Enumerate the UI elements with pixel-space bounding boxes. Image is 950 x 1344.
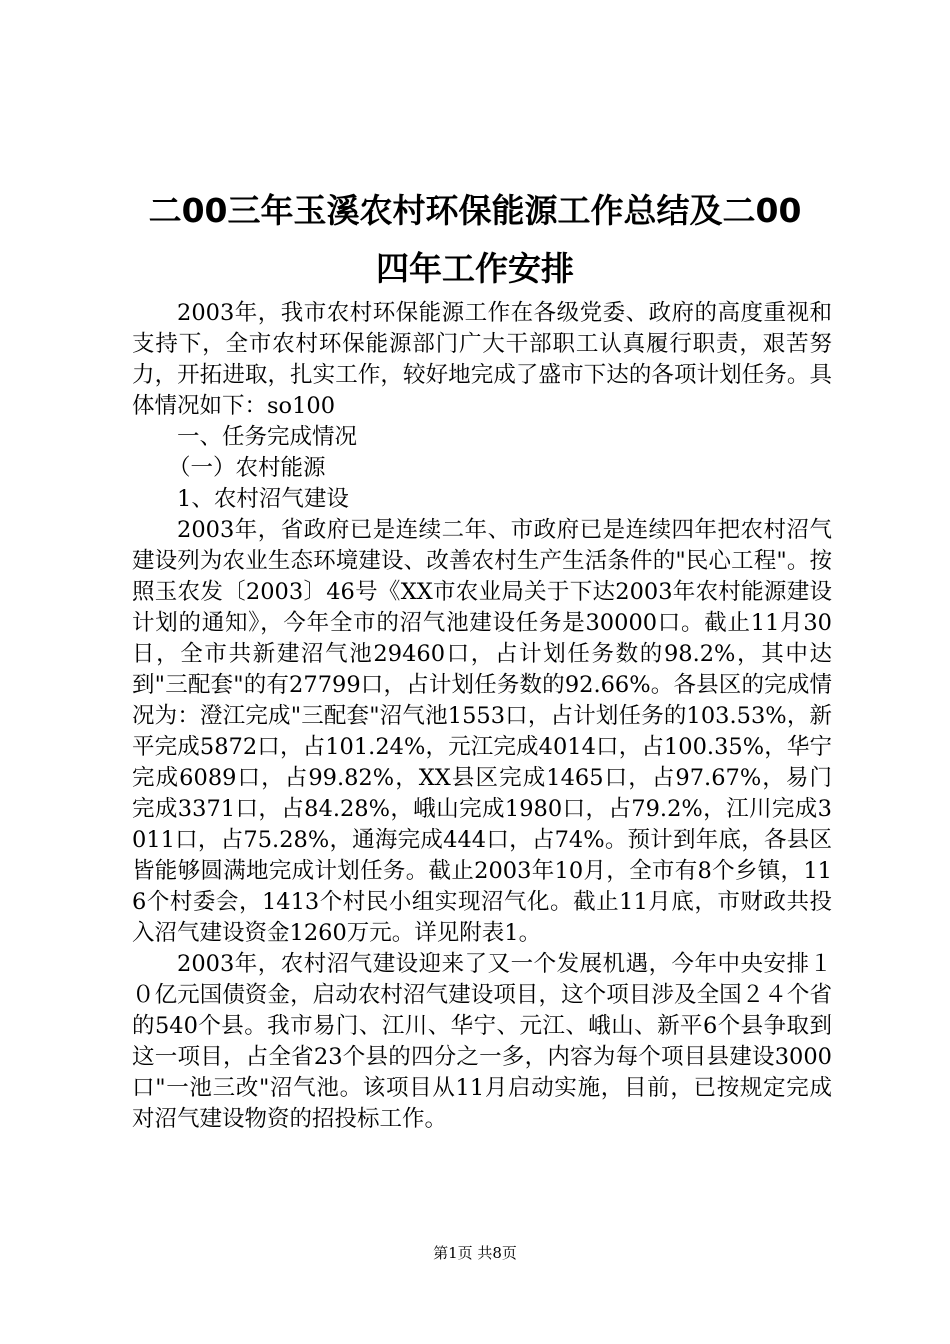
national-bond-project-paragraph: 2003年，农村沼气建设迎来了又一个发展机遇，今年中央安排１０亿元国债资金，启动农村沼气建设项目，这个项目涉及全国２４个省的540个县。我市易门、江川、华宁、元江、峨山、新平6个县争取到这一项目，占全省23个县的四分之一多，内容为每个项目县建设3000口"一池三改"沼气池。该项目从11月启动实施，目前，已按规定完成对沼气建设物资的招投标工作。 <box>132 951 832 1132</box>
intro-paragraph: 2003年，我市农村环保能源工作在各级党委、政府的高度重视和支持下，全市农村环保能源部门广大干部职工认真履行职责，艰苦努力，开拓进取，扎实工作，较好地完成了盛市下达的各项计划任务。具体情况如下：so100 <box>132 300 832 419</box>
document-body <box>132 298 832 1135</box>
document-title <box>110 182 840 298</box>
title-line-1: 二00三年玉溪农村环保能源工作总结及二00 <box>148 191 802 230</box>
title-line-2: 四年工作安排 <box>376 249 574 288</box>
item-heading-biogas-construction: 1、农村沼气建设 <box>177 486 349 512</box>
page-number-footer: 第1页 共8页 <box>433 1244 517 1262</box>
section-heading-task-completion: 一、任务完成情况 <box>177 424 358 450</box>
subsection-heading-rural-energy: （一）农村能源 <box>168 455 326 481</box>
biogas-progress-paragraph: 2003年，省政府已是连续二年、市政府已是连续四年把农村沼气建设列为农业生态环境建设、改善农村生产生活条件的"民心工程"。按照玉农发〔2003〕46号《XX市农业局关于下达2003年农村能源建设计划的通知》，今年全市的沼气池建设任务是30000口。截止11月30日，全市共新建沼气池29460口，占计划任务数的98.2%，其中达到"三配套"的有27799口，占计划任务数的92.66%。各县区的完成情况为：澄江完成"三配套"沼气池1553口，占计划任务的103.53%，新平完成5872口，占101.24%，元江完成4014口，占100.35%，华宁完成6089口，占99.82%，XX县区完成1465口，占97.67%，易门完成3371口，占84.28%，峨山完成1980口，占79.2%，江川完成3011口，占75.28%，通海完成444口，占74%。预计到年底，各县区皆能够圆满地完成计划任务。截止2003年10月，全市有8个乡镇，116个村委会，1413个村民小组实现沼气化。截止11月底，市财政共投入沼气建设资金1260万元。详见附表1。 <box>132 517 832 946</box>
